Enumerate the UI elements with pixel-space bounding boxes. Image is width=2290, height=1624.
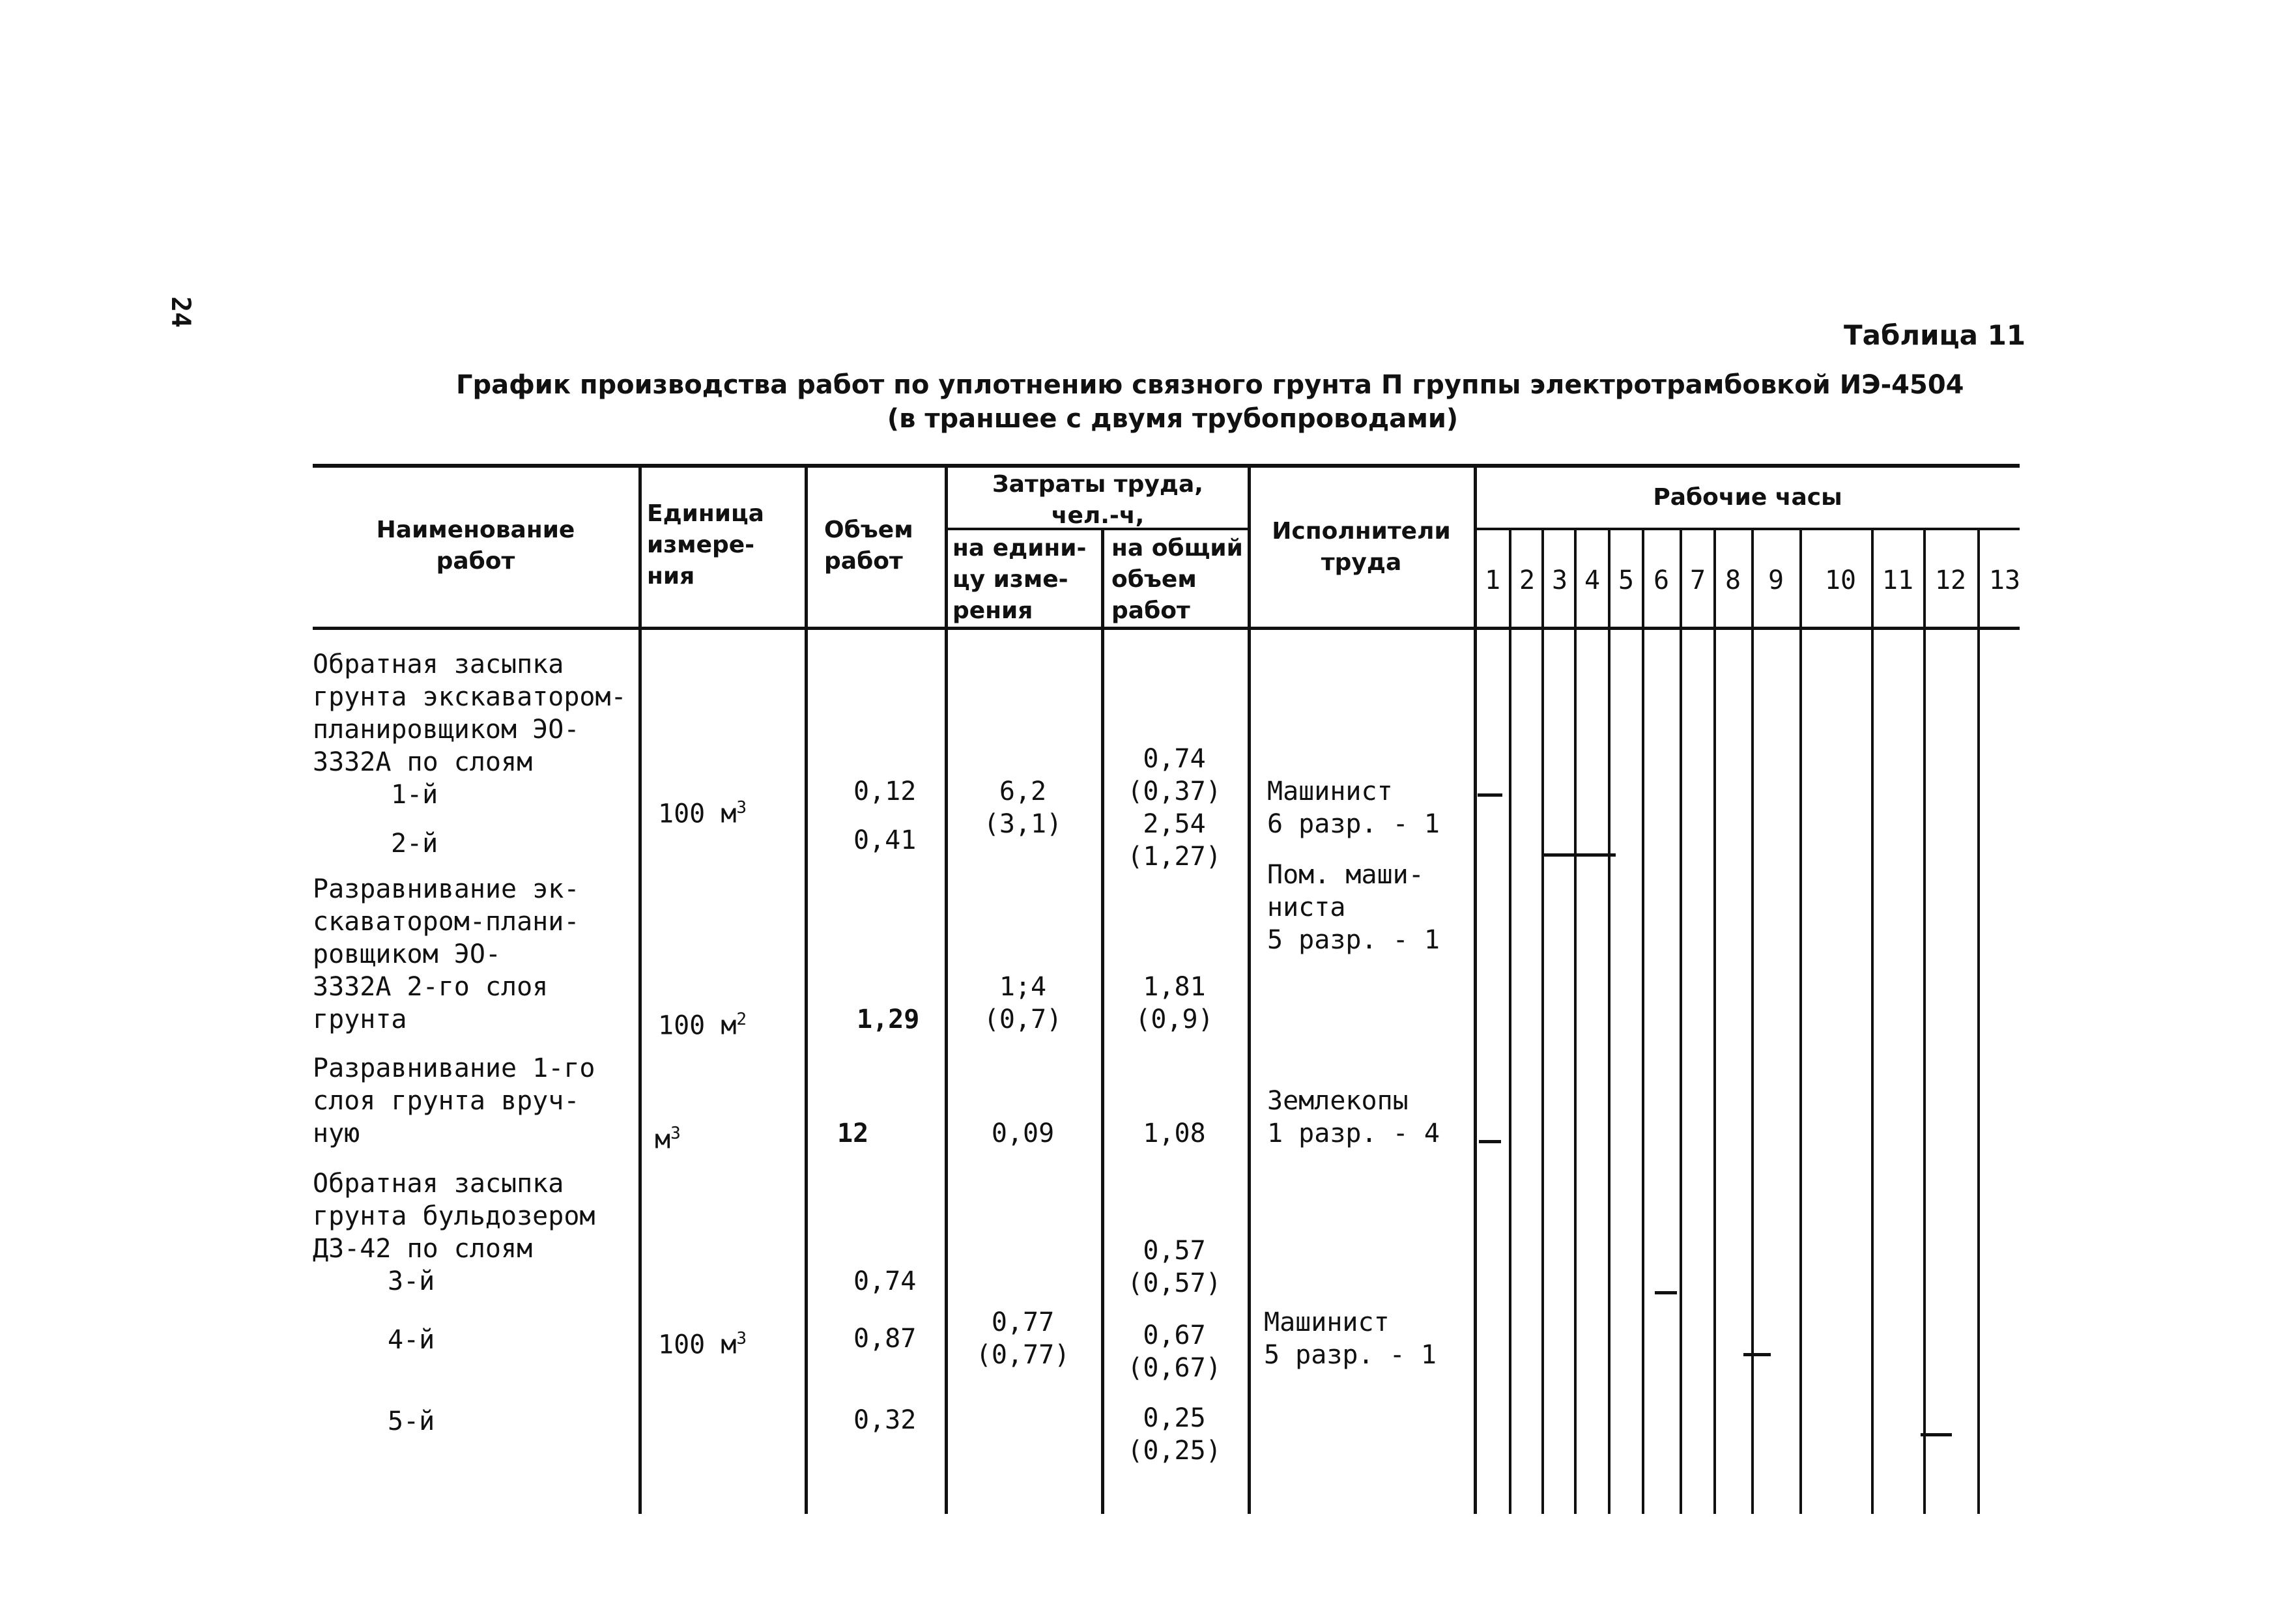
volume-value: 0,87 xyxy=(853,1324,917,1354)
hour-divider xyxy=(1509,528,1511,1514)
layer-label: 2-й xyxy=(391,829,438,859)
hour-divider xyxy=(1751,528,1754,1514)
hour-label: 13 xyxy=(1988,565,2021,595)
workers-value: Машинист 5 разр. - 1 xyxy=(1264,1307,1437,1370)
col-divider xyxy=(638,464,642,1514)
hour-divider xyxy=(1574,528,1577,1514)
header-work-name: Наименование работ xyxy=(376,517,575,575)
work-name: Разравнивание 1-го слоя грунта вруч- ную xyxy=(313,1053,595,1148)
work-name: Обратная засыпка грунта бульдозером ДЗ-42 по слоям xyxy=(313,1169,595,1264)
hour-label: 5 xyxy=(1618,565,1635,595)
work-name: Разравнивание эк- скаватором-плани- ровщиком ЭО- 3332А 2-го слоя грунта xyxy=(313,874,580,1034)
volume-value: 0,12 xyxy=(853,776,917,806)
unit-value: $м^3$ xyxy=(655,1124,681,1155)
header-workers: Исполнители труда xyxy=(1272,518,1451,576)
work-name: Обратная засыпка грунта экскаватором- планировщиком ЭО- 3332А по слоям xyxy=(313,649,627,777)
schedule-bar xyxy=(1655,1291,1677,1294)
labor-total: 0,57 (0,57) xyxy=(1127,1236,1222,1298)
header-labor-per-unit: на едини- цу изме- рения xyxy=(952,535,1087,624)
labor-per-unit: 6,2 (3,1) xyxy=(983,776,1063,839)
hour-divider xyxy=(1871,528,1874,1514)
header-working-hours: Рабочие часы xyxy=(1653,484,1842,511)
hour-label: 12 xyxy=(1934,565,1967,595)
labor-total: 0,67 (0,67) xyxy=(1127,1320,1222,1383)
header-volume: Объем работ xyxy=(824,517,913,575)
col-divider xyxy=(1248,464,1251,1514)
hour-divider xyxy=(1923,528,1926,1514)
hour-label: 10 xyxy=(1824,565,1857,595)
labor-total: 0,74 (0,37) xyxy=(1127,744,1222,806)
hour-divider xyxy=(1713,528,1716,1514)
schedule-bar xyxy=(1921,1433,1952,1436)
table-subtitle: (в траншее с двумя трубопроводами) xyxy=(887,404,1459,434)
hour-divider xyxy=(1642,528,1644,1514)
volume-value: 0,41 xyxy=(853,825,917,855)
hour-label: 8 xyxy=(1725,565,1741,595)
hour-label: 6 xyxy=(1653,565,1670,595)
header-labor-total: на общий объем работ xyxy=(1111,535,1243,624)
hour-label: 7 xyxy=(1689,565,1706,595)
labor-per-unit: 0,09 xyxy=(991,1118,1055,1148)
volume-value: 0,32 xyxy=(853,1405,917,1435)
labor-total: 1,08 xyxy=(1143,1118,1206,1148)
labor-total: 1,81 (0,9) xyxy=(1135,972,1214,1034)
unit-value: 100 $м^2$ xyxy=(658,1010,747,1041)
volume-value: 12 xyxy=(837,1118,869,1148)
layer-label: 4-й xyxy=(388,1325,435,1355)
schedule-bar xyxy=(1544,853,1616,857)
table-title: График производства работ по уплотнению связного грунта П группы электротрамбовкой ИЭ-4504 xyxy=(456,370,1964,400)
hour-label: 11 xyxy=(1882,565,1914,595)
labor-total: 2,54 (1,27) xyxy=(1127,809,1222,872)
table-label: Таблица 11 xyxy=(1844,319,2026,351)
layer-label: 5-й xyxy=(388,1406,435,1436)
header-unit: Единица измере- ния xyxy=(647,500,764,590)
schedule-bar xyxy=(1479,1140,1501,1143)
volume-value: 0,74 xyxy=(853,1266,917,1296)
labor-total: 0,25 (0,25) xyxy=(1127,1403,1222,1466)
header-bottom-rule xyxy=(313,627,2020,630)
hour-label: 4 xyxy=(1584,565,1601,595)
workers-value: Пом. маши- ниста 5 разр. - 1 xyxy=(1267,860,1440,955)
labor-per-unit: 0,77 (0,77) xyxy=(975,1307,1070,1370)
hour-label: 2 xyxy=(1519,565,1536,595)
hour-divider xyxy=(1977,528,1980,1514)
hour-divider xyxy=(1608,528,1610,1514)
unit-value: 100 $м^3$ xyxy=(658,1329,747,1360)
workers-value: Машинист 6 разр. - 1 xyxy=(1267,776,1440,839)
hour-divider xyxy=(1799,528,1802,1514)
hour-label: 3 xyxy=(1551,565,1568,595)
col-divider xyxy=(805,464,808,1514)
unit-value: 100 $м^3$ xyxy=(658,798,747,829)
hours-subheader-rule xyxy=(1476,528,2020,530)
hour-label: 1 xyxy=(1484,565,1501,595)
workers-value: Землекопы 1 разр. - 4 xyxy=(1267,1086,1440,1148)
header-labor: Затраты труда, чел.-ч, xyxy=(992,471,1203,529)
page-number: 24 xyxy=(165,296,195,328)
schedule-bar xyxy=(1478,793,1502,797)
hour-divider xyxy=(1680,528,1682,1514)
table-top-rule xyxy=(313,464,2020,468)
layer-label: 1-й xyxy=(391,780,438,810)
hour-label: 9 xyxy=(1768,565,1784,595)
hour-divider xyxy=(1541,528,1544,1514)
labor-per-unit: 1;4 (0,7) xyxy=(983,972,1063,1034)
layer-label: 3-й xyxy=(388,1266,435,1296)
volume-value: 1,29 xyxy=(857,1004,920,1034)
schedule-bar xyxy=(1743,1353,1771,1356)
col-divider xyxy=(1474,464,1477,1514)
